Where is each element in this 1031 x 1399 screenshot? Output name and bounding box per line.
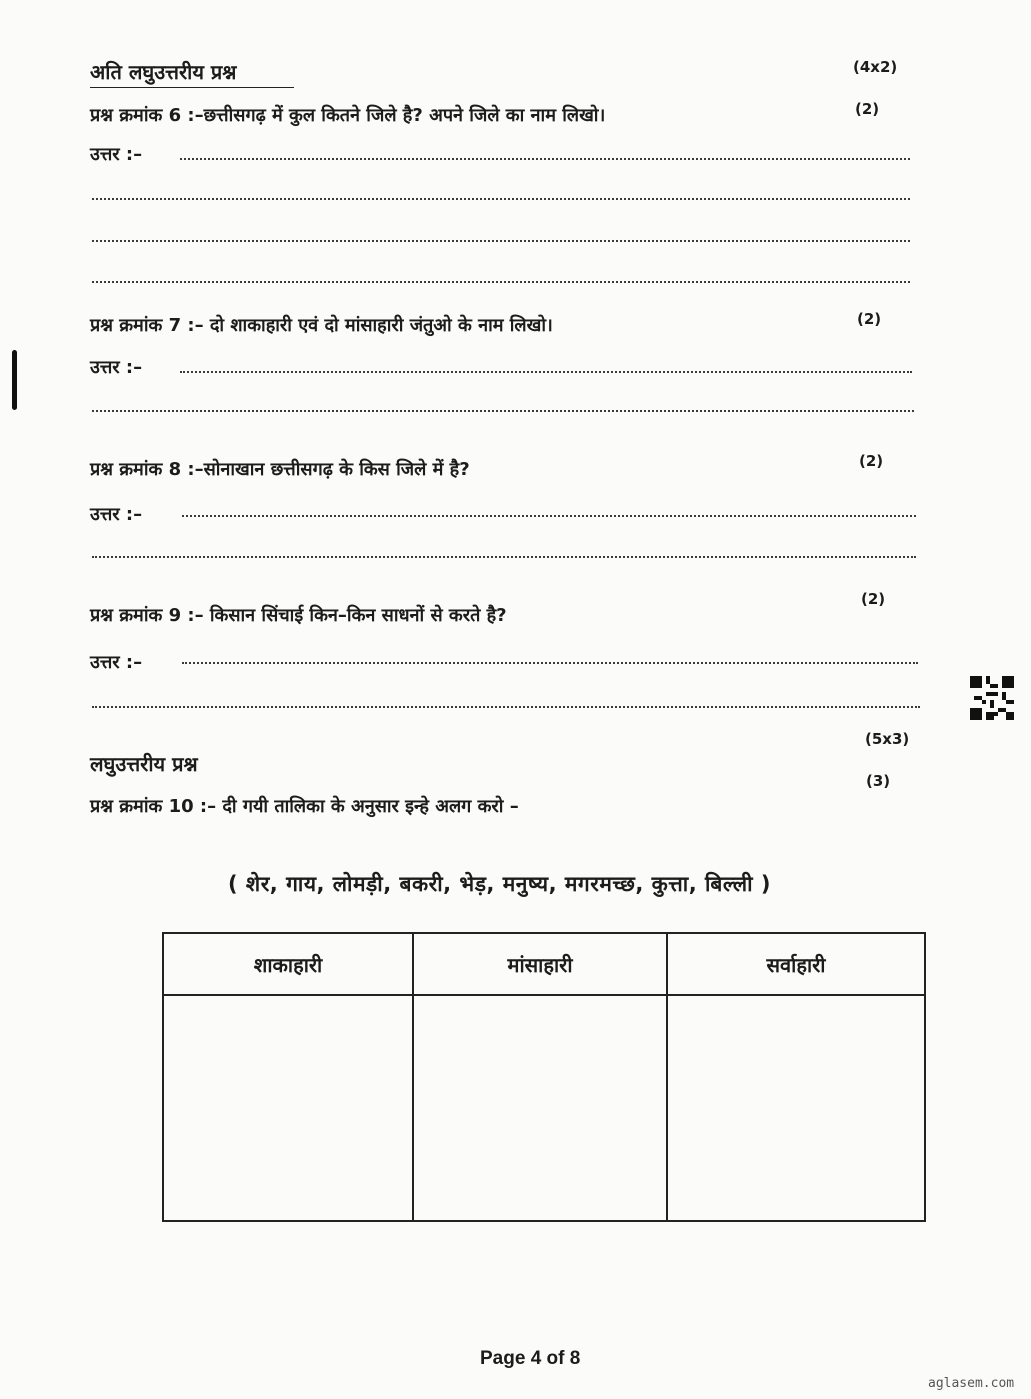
page-number: Page 4 of 8 — [480, 1348, 581, 1369]
answer-label-7: उत्तर :– — [90, 357, 143, 378]
table-cell-herbivore[interactable] — [164, 996, 414, 1220]
question-6: प्रश्न क्रमांक 6 :–छत्तीसगढ़ में कुल कितने जिले है? अपने जिले का नाम लिखो। — [90, 105, 606, 126]
answer-line[interactable] — [92, 281, 910, 283]
answer-line[interactable] — [182, 515, 916, 517]
table-cell-carnivore[interactable] — [414, 996, 668, 1220]
animal-list: ( शेर, गाय, लोमड़ी, बकरी, भेड़, मनुष्य, मगरमच्छ, कुत्ता, बिल्ली ) — [228, 872, 771, 896]
watermark: aglasem.com — [928, 1376, 1015, 1391]
table-cell-omnivore[interactable] — [668, 996, 924, 1220]
section-title-very-short: अति लघुउत्तरीय प्रश्न — [90, 58, 294, 88]
question-7: प्रश्न क्रमांक 7 :– दो शाकाहारी एवं दो मांसाहारी जंतुओ के नाम लिखो। — [90, 315, 553, 336]
question-7-marks: (2) — [857, 310, 882, 328]
question-9: प्रश्न क्रमांक 9 :– किसान सिंचाई किन–किन साधनों से करते है? — [90, 605, 507, 626]
answer-label-6: उत्तर :– — [90, 144, 143, 165]
classification-table — [162, 932, 926, 1222]
table-header-omnivore: सर्वाहारी — [668, 934, 924, 996]
answer-line[interactable] — [92, 240, 910, 242]
section-marks-very-short: (4x2) — [853, 58, 898, 76]
qr-code-icon — [970, 676, 1014, 720]
answer-line[interactable] — [182, 662, 918, 664]
table-header-carnivore: मांसाहारी — [414, 934, 668, 996]
binding-mark — [12, 350, 17, 410]
question-8: प्रश्न क्रमांक 8 :–सोनाखान छत्तीसगढ़ के किस जिले में है? — [90, 459, 470, 480]
table-header-herbivore: शाकाहारी — [164, 934, 414, 996]
question-10: प्रश्न क्रमांक 10 :– दी गयी तालिका के अनुसार इन्हे अलग करो – — [90, 796, 519, 817]
answer-line[interactable] — [180, 158, 910, 160]
answer-label-9: उत्तर :– — [90, 652, 143, 673]
question-9-marks: (2) — [861, 590, 886, 608]
answer-label-8: उत्तर :– — [90, 504, 143, 525]
answer-line[interactable] — [92, 556, 916, 558]
question-6-marks: (2) — [855, 100, 880, 118]
answer-line[interactable] — [92, 706, 920, 708]
answer-line[interactable] — [92, 410, 914, 412]
question-10-marks: (3) — [866, 772, 891, 790]
answer-line[interactable] — [92, 198, 910, 200]
section-title-short: लघुउत्तरीय प्रश्न — [90, 752, 198, 776]
question-8-marks: (2) — [859, 452, 884, 470]
answer-line[interactable] — [180, 371, 912, 373]
section-marks-short: (5x3) — [865, 730, 910, 748]
